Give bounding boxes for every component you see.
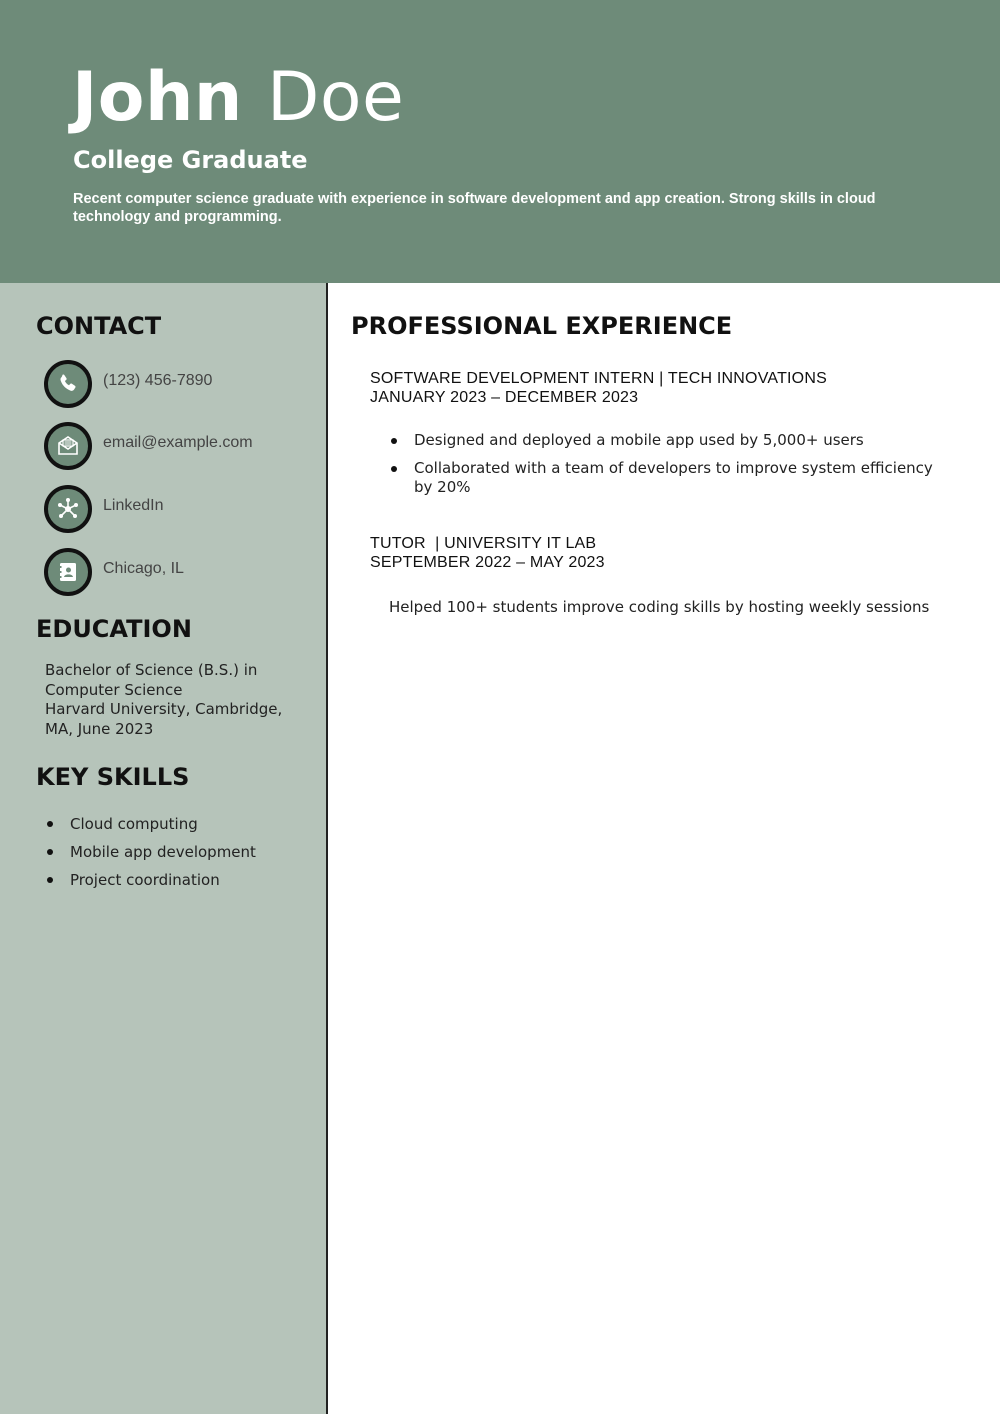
contact-location-text: Chicago, IL <box>103 560 184 577</box>
contact-location <box>44 548 314 596</box>
skill-item: Cloud computing <box>45 810 256 838</box>
email-icon <box>44 422 92 470</box>
contact-email-text[interactable]: email@example.com <box>103 434 253 451</box>
header-banner <box>0 0 1000 283</box>
education-degree: Bachelor of Science (B.S.) in Computer Science <box>45 661 258 699</box>
contact-heading: CONTACT <box>36 312 162 340</box>
contact-phone <box>44 360 314 408</box>
network-icon <box>44 485 92 533</box>
contact-linkedin-text[interactable]: LinkedIn <box>103 497 164 514</box>
last-name: Doe <box>267 58 405 137</box>
job-description: Helped 100+ students improve coding skills by hosting weekly sessions <box>389 598 930 616</box>
skill-item: Project coordination <box>45 866 256 894</box>
summary-text: Recent computer science graduate with experience in software development and app creation. Strong skills in cloud technology and programming. <box>73 191 876 225</box>
job-dates: SEPTEMBER 2022 – MAY 2023 <box>370 554 605 571</box>
candidate-name <box>72 58 404 138</box>
job-dates: JANUARY 2023 – DECEMBER 2023 <box>370 389 639 406</box>
phone-icon <box>44 360 92 408</box>
first-name: John <box>72 58 243 137</box>
contact-phone-text[interactable]: (123) 456-7890 <box>103 372 213 389</box>
skills-list <box>45 810 256 894</box>
candidate-subtitle: College Graduate <box>73 146 308 174</box>
skills-heading: KEY SKILLS <box>36 763 190 791</box>
job-title: TUTOR | UNIVERSITY IT LAB <box>370 535 597 552</box>
education-block <box>45 661 295 740</box>
experience-heading: PROFESSIONAL EXPERIENCE <box>351 312 733 340</box>
job-title: SOFTWARE DEVELOPMENT INTERN | TECH INNOVATIONS <box>370 370 827 387</box>
address-book-icon <box>44 548 92 596</box>
job-bullet: Designed and deployed a mobile app used by 5,000+ users <box>389 431 949 450</box>
contact-email <box>44 422 314 470</box>
contact-linkedin <box>44 485 314 533</box>
education-heading: EDUCATION <box>36 615 192 643</box>
job-bullet: Collaborated with a team of developers to improve system efficiency by 20% <box>389 459 949 497</box>
job-bullets <box>389 431 949 506</box>
skill-item: Mobile app development <box>45 838 256 866</box>
education-school: Harvard University, Cambridge, MA, June 2023 <box>45 700 283 739</box>
